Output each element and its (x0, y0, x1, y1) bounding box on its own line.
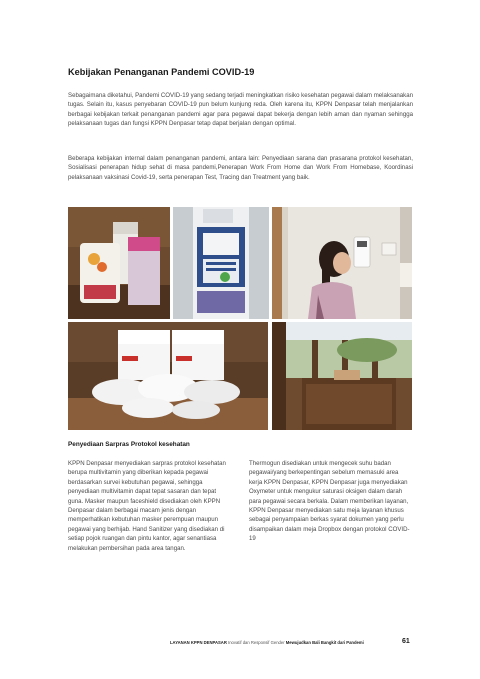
footer-tagline: Inovatif dan Responsif Gender (228, 640, 285, 645)
photo-dropbox-desk (272, 322, 412, 430)
page-footer (170, 640, 412, 645)
footer-brand: LAYANAN KPPN DENPASAR (170, 640, 227, 645)
intro-paragraph: Sebagaimana diketahui, Pandemi COVID-19 yang sedang terjadi meningkatkan risiko kesehatan pegawai dalam melaksanakan tugas. Selain itu, kasus penyebaran COVID-19 pun belum kunjung reda. Oleh karena itu, KPPN Denpasar telah menjalankan berbagai kebijakan terkait penanganan pandemi agar para pegawai dapat bekerja dengan lebih aman dan nyaman sehingga pelaksanaan tugas dan fungsi KPPN Denpasar tetap dapat berjalan dengan optimal. (68, 92, 413, 128)
section-subheading: Penyediaan Sarpras Protokol kesehatan (68, 441, 190, 448)
photo-thermogun (272, 207, 412, 319)
right-column-text: Thermogun disediakan untuk mengecek suhu badan pegawai/yang berkepentingan sebelum memasuki area kerja KPPN Denpasar, KPPN Denpasar juga menyediakan Oxymeter untuk mengukur saturasi oksigen dalam darah para pegawai secara berkala. Dalam memberikan layanan, KPPN Denpasar menyediakan satu meja layanan khusus sebagai penyampaian berkas syarat dokumen yang perlu disampaikan dalam meja Dropbox dengan protokol COVID-19 (249, 460, 410, 543)
page-number: 61 (402, 638, 410, 645)
photo-masks (68, 322, 268, 430)
photo-collage (68, 207, 412, 430)
photo-hand-sanitizer (173, 207, 269, 319)
page-title: Kebijakan Penanganan Pandemi COVID-19 (68, 67, 255, 77)
left-column-text: KPPN Denpasar menyediakan sarpras protokol kesehatan berupa multivitamin yang diberikan kepada pegawai berdasarkan survei kebutuhan pegawai, sehingga penyediaan multivitamin dapat tepat sasaran dan tepat guna. Masker maupun faceshield disediakan oleh KPPN Denpasar dalam berbagai macam jenis dengan memperhatikan kebutuhan masker perempuan maupun pegawai yang berhijab. Hand Sanitizer yang disediakan di setiap pojok ruangan dan pintu kantor, agar senantiasa melakukan pembersihan pada area tangan. (68, 460, 226, 552)
photo-multivitamin (68, 207, 170, 319)
footer-tagline-bold: Mewujudkan Bali Bangkit dari Pandemi (285, 640, 364, 645)
policy-paragraph: Beberapa kebijakan internal dalam penanganan pandemi, antara lain: Penyediaan sarana dan prasarana protokol kesehatan, Sosialisasi penerapan hidup sehat di masa pandemi,Penerapan Work From Home dan Work From Homebase, Koordinasi pelaksanaan vaksinasi Covid-19, serta penerapan Test, Tracing dan Treatment yang baik. (68, 155, 413, 181)
